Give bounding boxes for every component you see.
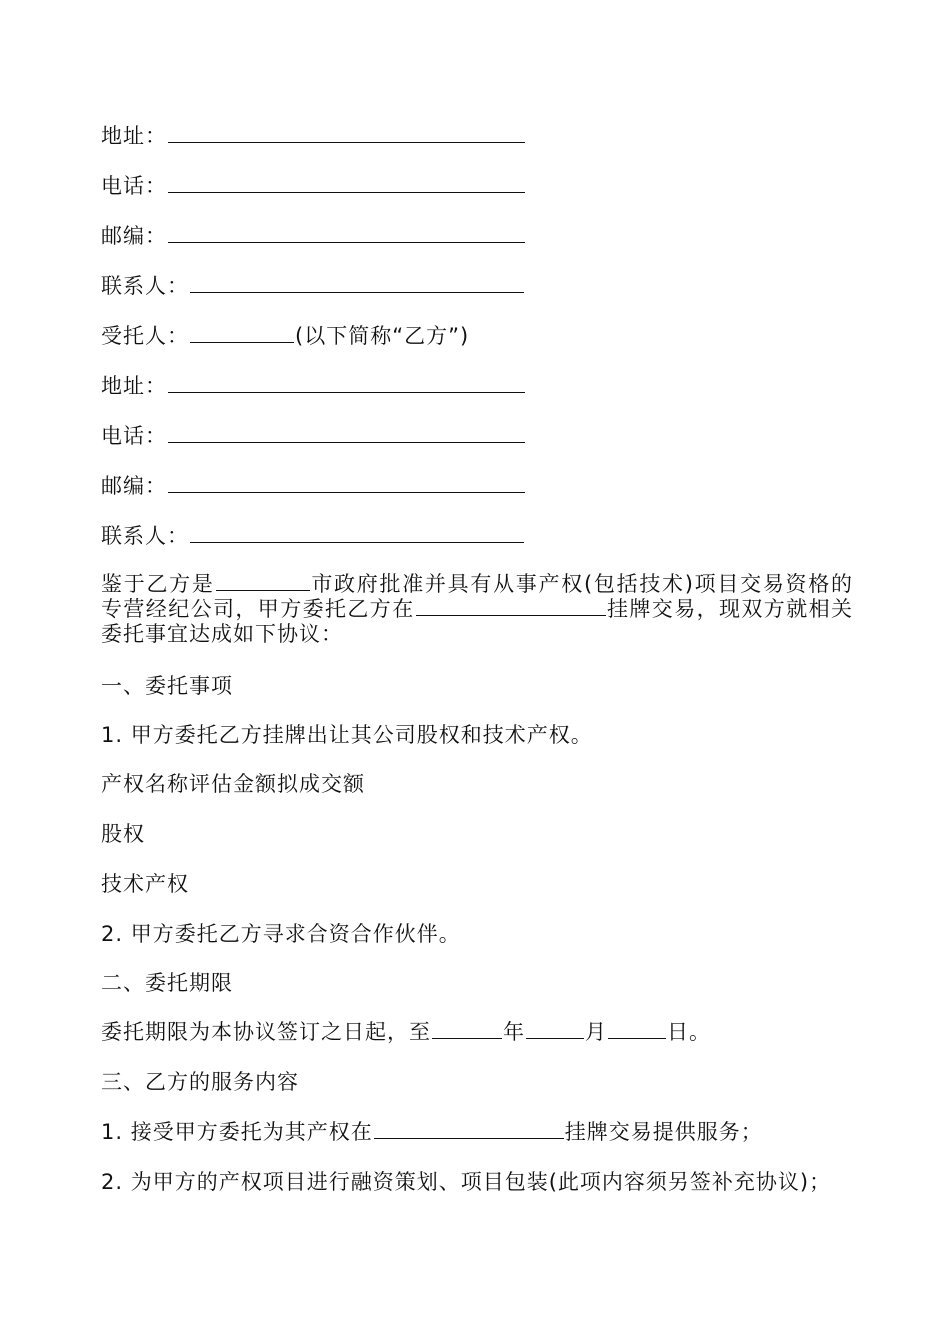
postcode-blank (168, 474, 525, 493)
section1-item1: 1. 甲方委托乙方挂牌出让其公司股权和技术产权。 (101, 723, 593, 747)
term-text: 委托期限为本协议签订之日起，至 (101, 1020, 431, 1044)
property-row-technology: 技术产权 (101, 872, 189, 896)
contact-label: 联系人： (101, 524, 189, 548)
postcode-label: 邮编： (101, 474, 167, 498)
section3-item2: 2. 为甲方的产权项目进行融资策划、项目包装(此项内容须另签补充协议)； (101, 1170, 832, 1194)
party-b-postcode-line (101, 474, 526, 498)
postcode-label: 邮编： (101, 224, 167, 248)
phone-blank (168, 424, 525, 443)
contact-blank (190, 524, 524, 543)
preamble-part1: 鉴于乙方是 (101, 572, 215, 596)
party-a-postcode-line (101, 224, 526, 248)
address-blank (168, 124, 525, 143)
preamble-part3: 挂牌交易，现双方就相关委托事宜达成如下协议： (101, 597, 854, 646)
preamble-paragraph (101, 572, 853, 647)
postcode-blank (168, 224, 525, 243)
section3-item1 (101, 1120, 763, 1144)
phone-blank (168, 174, 525, 193)
trustee-label: 受托人： (101, 324, 189, 348)
day-label: 日。 (667, 1020, 711, 1044)
service-item1-end: 挂牌交易提供服务； (564, 1120, 763, 1144)
trustee-blank (190, 324, 294, 343)
year-blank (432, 1020, 502, 1039)
property-row-equity: 股权 (101, 822, 145, 846)
trustee-line (101, 324, 469, 348)
party-a-contact-line (101, 274, 525, 298)
listing-blank (374, 1120, 564, 1139)
service-item1-start: 1. 接受甲方委托为其产权在 (101, 1120, 373, 1144)
party-b-address-line (101, 374, 526, 398)
phone-label: 电话： (101, 174, 167, 198)
address-label: 地址： (101, 374, 167, 398)
day-blank (608, 1020, 666, 1039)
section1-heading: 一、委托事项 (101, 674, 233, 698)
trustee-suffix: (以下简称“乙方”) (295, 324, 470, 348)
party-b-phone-line (101, 424, 526, 448)
address-label: 地址： (101, 124, 167, 148)
party-a-address-line (101, 124, 526, 148)
address-blank (168, 374, 525, 393)
section3-heading: 三、乙方的服务内容 (101, 1070, 299, 1094)
party-a-phone-line (101, 174, 526, 198)
section2-text (101, 1020, 711, 1044)
exchange-blank (416, 597, 606, 616)
phone-label: 电话： (101, 424, 167, 448)
contact-label: 联系人： (101, 274, 189, 298)
section1-item2: 2. 甲方委托乙方寻求合资合作伙伴。 (101, 922, 461, 946)
month-blank (526, 1020, 584, 1039)
section2-heading: 二、委托期限 (101, 971, 233, 995)
party-b-contact-line (101, 524, 525, 548)
preamble-part2: 市政府批准并具有从事产权(包括技术)项目交易资格的专营经纪公司，甲方委托乙方在 (101, 572, 854, 621)
property-table-header: 产权名称评估金额拟成交额 (101, 772, 365, 796)
city-blank (216, 572, 310, 591)
month-label: 月 (585, 1020, 607, 1044)
contact-blank (190, 274, 524, 293)
year-label: 年 (503, 1020, 525, 1044)
